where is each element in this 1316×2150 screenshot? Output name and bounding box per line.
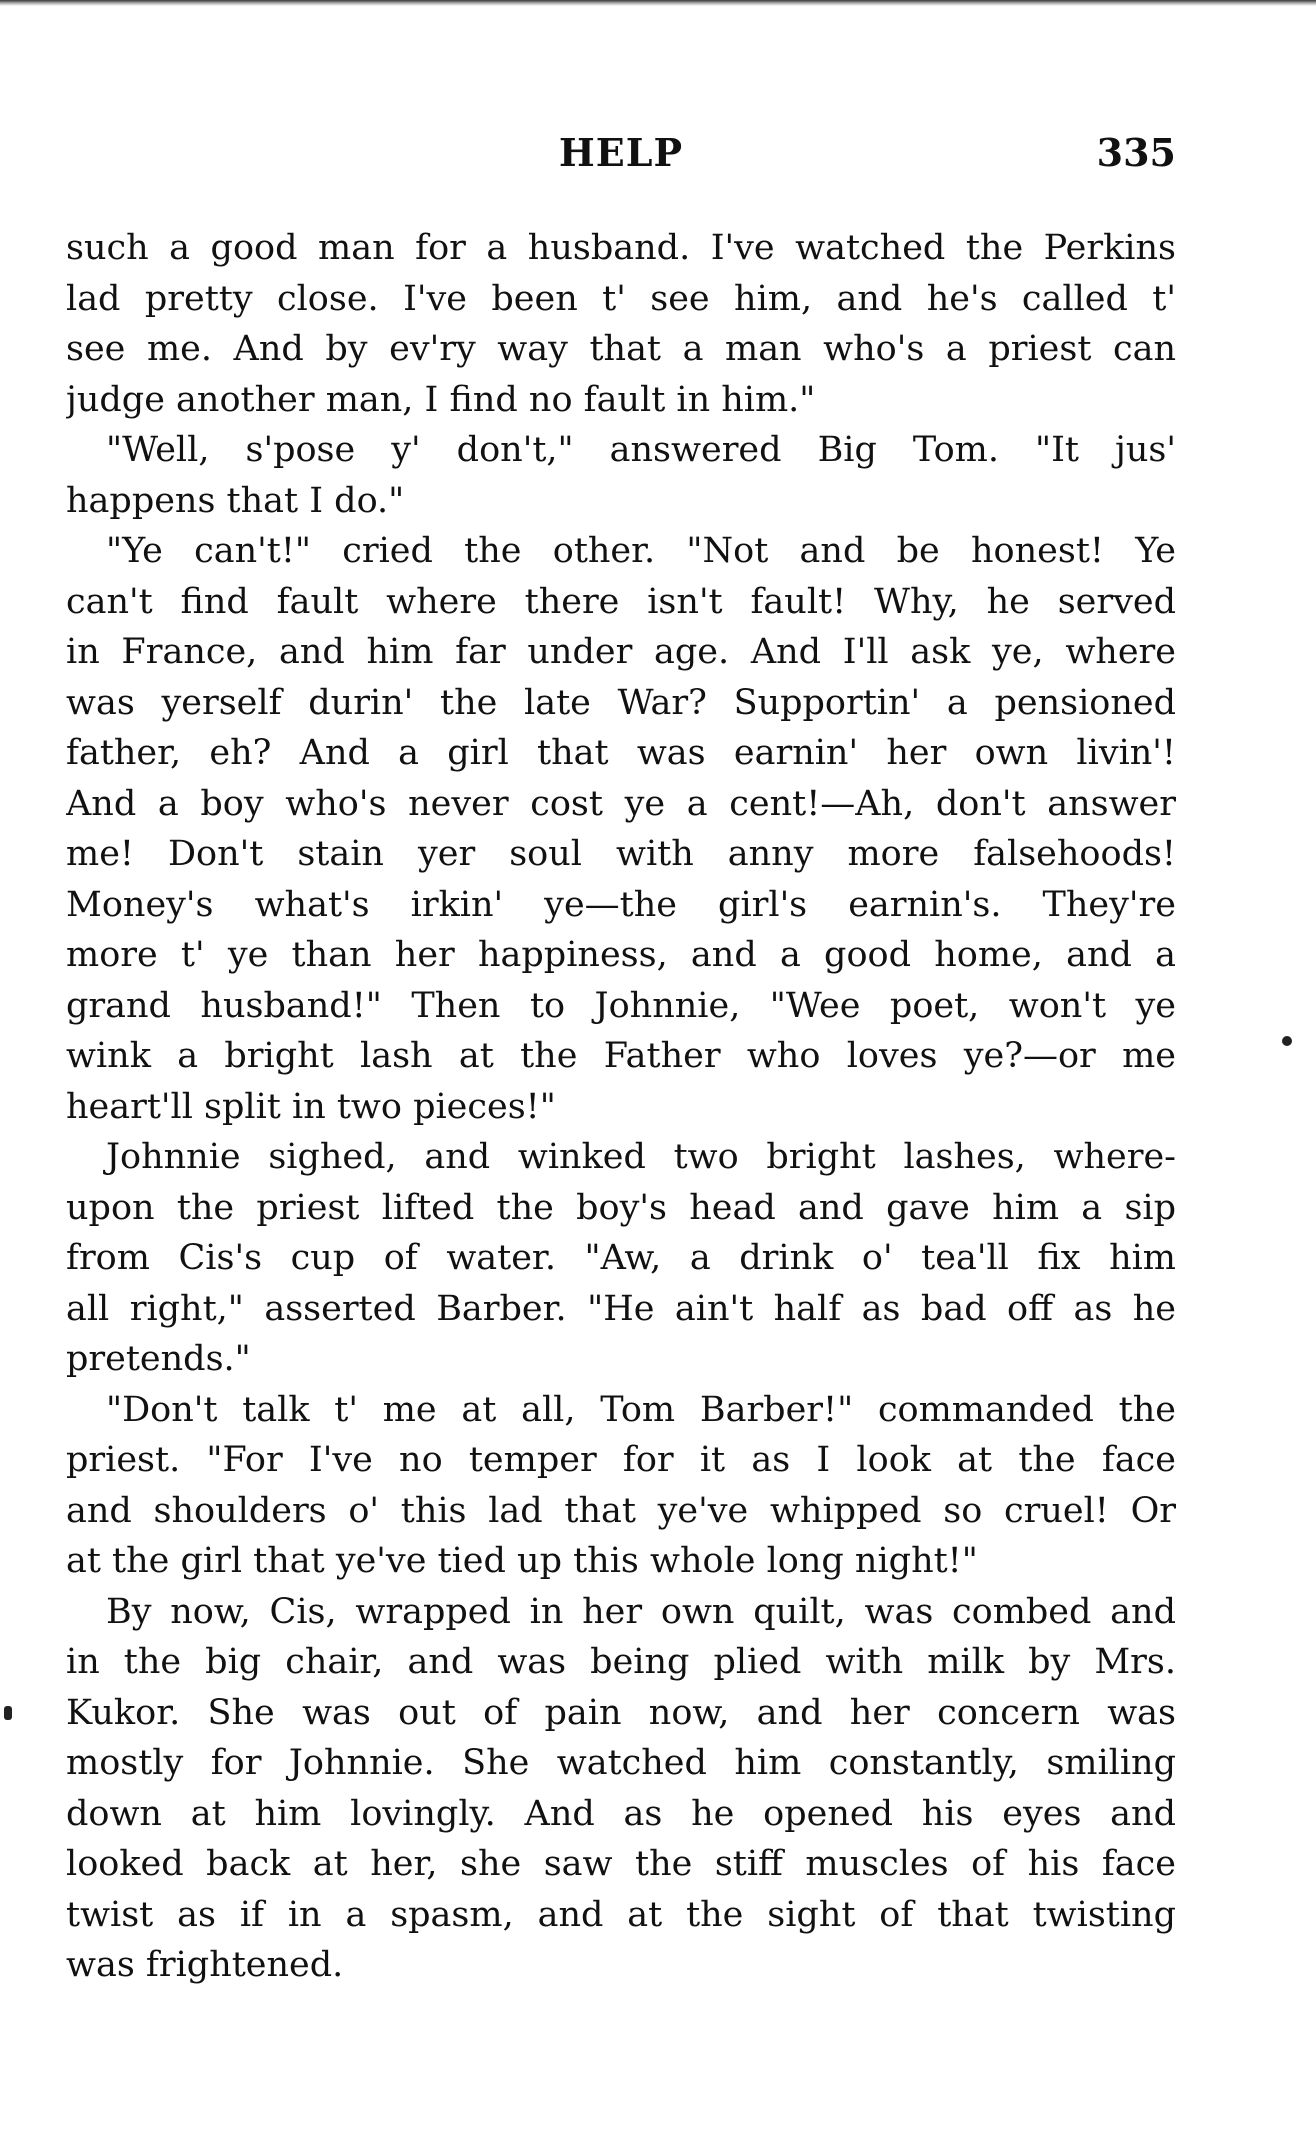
text-line: Kukor. She was out of pain now, and her concern was xyxy=(66,1692,1176,1733)
text-line: was yerself durin' the late War? Supportin' a pensioned xyxy=(66,682,1176,723)
text-line: Johnnie sighed, and winked two bright lashes, where- xyxy=(106,1137,1176,1177)
text-line: can't find fault where there isn't fault! Why, he served xyxy=(66,581,1176,622)
text-line: looked back at her, she saw the stiff muscles of his face xyxy=(66,1844,1176,1884)
text-line: lad pretty close. I've been t' see him, and he's called t' xyxy=(66,278,1176,319)
text-line: in France, and him far under age. And I'll ask ye, where xyxy=(66,632,1176,672)
text-line: pretends." xyxy=(66,1339,251,1379)
text-line: father, eh? And a girl that was earnin' her own livin'! xyxy=(66,733,1176,773)
text-line: Money's what's irkin' ye—the girl's earnin's. They're xyxy=(66,884,1176,925)
body-text xyxy=(66,223,1176,1991)
text-line: at the girl that ye've tied up this whole long night!" xyxy=(66,1541,978,1581)
ink-speck xyxy=(4,1706,12,1720)
text-line: upon the priest lifted the boy's head and gave him a sip xyxy=(66,1187,1176,1228)
text-line: was frightened. xyxy=(66,1945,344,1985)
page-header xyxy=(66,130,1176,190)
text-line: And a boy who's never cost ye a cent!—Ah, don't answer xyxy=(66,783,1176,824)
text-line: grand husband!" Then to Johnnie, "Wee poet, won't ye xyxy=(66,985,1176,1026)
text-line: judge another man, I find no fault in him." xyxy=(66,379,816,420)
ink-speck xyxy=(1282,1036,1292,1046)
text-line: happens that I do." xyxy=(66,480,405,521)
text-line: see me. And by ev'ry way that a man who's a priest can xyxy=(66,329,1176,369)
text-line: me! Don't stain yer soul with anny more falsehoods! xyxy=(66,834,1176,874)
text-line: "Don't talk t' me at all, Tom Barber!" commanded the xyxy=(106,1389,1176,1430)
text-line: "Well, s'pose y' don't," answered Big Tom. "It jus' xyxy=(106,430,1176,470)
text-line: such a good man for a husband. I've watched the Perkins xyxy=(66,228,1176,268)
page-top-edge xyxy=(0,0,1316,6)
text-line: By now, Cis, wrapped in her own quilt, was combed and xyxy=(106,1591,1176,1632)
text-line: from Cis's cup of water. "Aw, a drink o' tea'll fix him xyxy=(66,1238,1176,1278)
text-line: mostly for Johnnie. She watched him constantly, smiling xyxy=(66,1743,1176,1783)
text-line: priest. "For I've no temper for it as I look at the face xyxy=(66,1440,1176,1480)
text-line: all right," asserted Barber. "He ain't half as bad off as he xyxy=(66,1288,1176,1329)
text-line: in the big chair, and was being plied with milk by Mrs. xyxy=(66,1642,1176,1682)
text-line: more t' ye than her happiness, and a good home, and a xyxy=(66,935,1176,975)
running-title: HELP xyxy=(558,130,684,175)
page-number: 335 xyxy=(1096,130,1176,175)
text-line: twist as if in a spasm, and at the sight of that twisting xyxy=(66,1894,1176,1935)
text-line: down at him lovingly. And as he opened his eyes and xyxy=(66,1793,1176,1834)
text-line: heart'll split in two pieces!" xyxy=(66,1086,556,1127)
text-line: "Ye can't!" cried the other. "Not and be honest! Ye xyxy=(106,531,1176,571)
text-line: and shoulders o' this lad that ye've whipped so cruel! Or xyxy=(66,1490,1176,1531)
text-line: wink a bright lash at the Father who loves ye?—or me xyxy=(66,1036,1176,1076)
